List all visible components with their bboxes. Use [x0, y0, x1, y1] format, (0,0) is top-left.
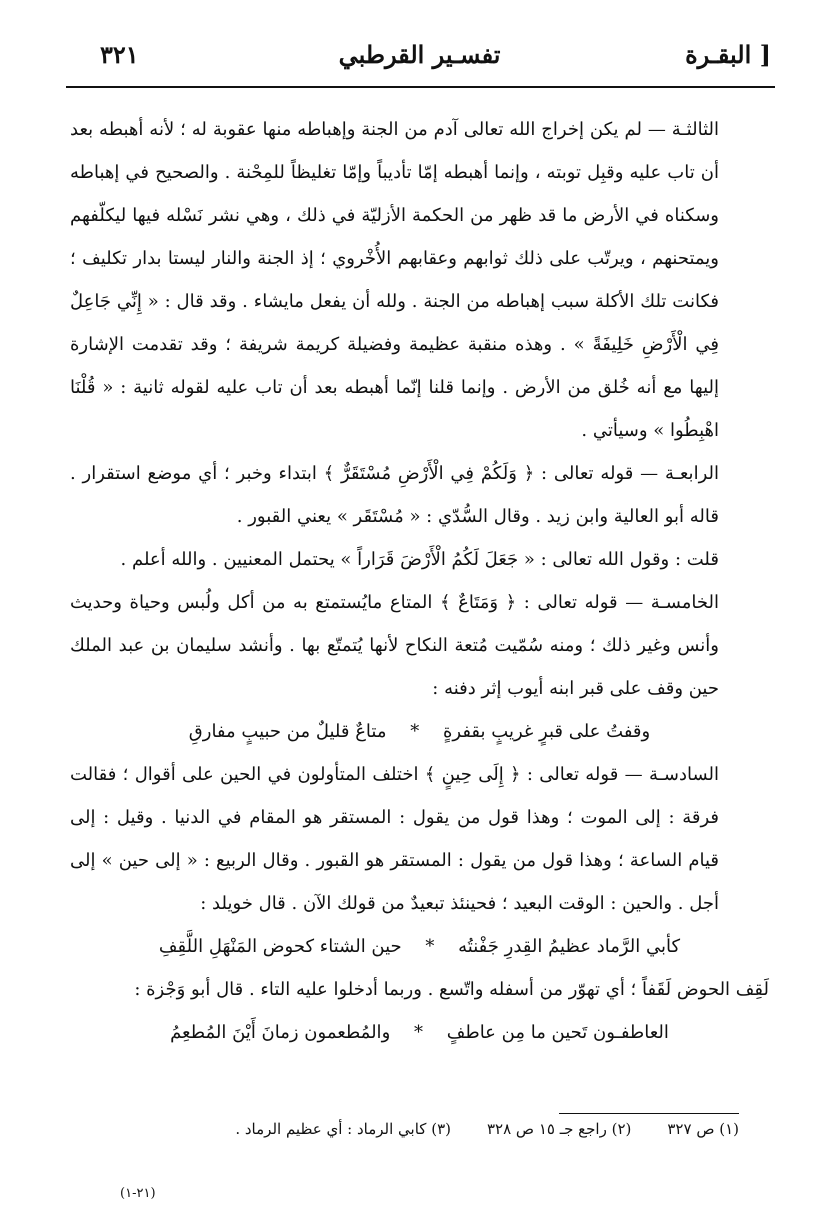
printer-signature: (٢١-١)	[120, 1186, 156, 1201]
footnote-3: (٣) كابي الرماد : أي عظيم الرماد .	[235, 1120, 451, 1138]
verse-separator: *	[425, 936, 435, 957]
paragraph-fifth: الخامسـة — قوله تعالى : ﴿ وَمَتَاعٌ ﴾ المتاع مايُستمتع به من أكل ولُبس وحياة وحديث وأنس وغير ذلك ؛ ومنه سُمّيت مُتعة النكاح لأنها يُتمتّع بها . وأنشد سليمان بن عبد الملك حين وقف على قبر ابنه أيوب إثر دفنه :	[70, 592, 719, 699]
verse-1-second-hemistich: متاعٌ قليلٌ من حبيبٍ مفارقِ	[188, 721, 387, 742]
paragraph-sixth: السادسـة — قوله تعالى : ﴿ إِلَى حِينٍ ﴾ اختلف المتأولون في الحين على أقوال ؛ فقالت فرقة : إلى الموت ؛ وهذا قول من يقول : المستقر هو المقام في الدنيا . وقيل : إلى قيام الساعة ؛ وهذا قول من يقول : المستقر هو القبور . وقال الربيع : « إلى حين » إلى أجل . والحين : الوقت البعيد ؛ فحينئذ تبعيدٌ من قولك الآن . قال خويلد :	[70, 764, 719, 914]
footnote-1: (١) ص ٣٢٧	[667, 1120, 739, 1138]
footnotes	[100, 1120, 739, 1138]
verse-separator: *	[414, 1022, 423, 1043]
paragraph-third: الثالثـة — لم يكن إخراج الله تعالى آدم من الجنة وإهباطه منها عقوبة له ؛ لأنه أهبطه بعد أن تاب عليه وقبِل توبته ، وإنما أهبطه إمّا تأديباً وإمّا تغليظاً للمِحْنة . والصحيح في إهباطه وسكناه في الأرض ما قد ظهر من الحكمة الأزليّة في ذلك ، وهي نشر نَسْله فيها ليكلّفهم ويمتحنهم ، ويرتّب على ذلك ثوابهم وعقابهم الأُخْروي ؛ إذ الجنة والنار ليستا بدار تكليف ؛ فكانت تلك الأكلة سبب إهباطه من الجنة . ولله أن يفعل مايشاء . وقد قال : « إِنِّي جَاعِلٌ فِي الْأَرْضِ خَلِيفَةً » . وهذه منقبة عظيمة وفضيلة كريمة شريفة ؛ وقد تقدمت الإشارة إليها مع أنه خُلق من الأرض . وإنما قلنا إنّما أهبطه بعد أن تاب عليه لقوله ثانية : « قُلْنَا اهْبِطُوا » وسيأتي .	[70, 119, 719, 441]
verse-1-first-hemistich: وقفتُ على قبرٍ غريبٍ بقفرةٍ	[442, 721, 651, 742]
verse-2-first-hemistich: كأبي الرَّماد عظيمُ القِدرِ جَفْنتُه	[458, 936, 681, 957]
verse-3-first-hemistich: العاطفـون تَحين ما مِن عاطفٍ	[446, 1022, 669, 1043]
verse-separator: *	[410, 721, 420, 742]
paragraph-fourth: الرابعـة — قوله تعالى : ﴿ وَلَكُمْ فِي الْأَرْضِ مُسْتَقَرٌّ ﴾ ابتداء وخبر ؛ أي موضع استقرار . قاله أبو العالية وابن زيد . وقال السُّدّي : « مُسْتَقَر » يعني القبور .	[70, 463, 719, 527]
running-title: تفسـير القرطبي	[338, 40, 501, 69]
header-rule	[66, 86, 775, 88]
main-text	[70, 108, 769, 1054]
footnote-2: (٢) راجع جـ ١٥ ص ٣٢٨	[486, 1120, 632, 1138]
surah-name: البقـرة ]	[685, 40, 771, 69]
verse-2-second-hemistich: حين الشتاء كحوض المَنْهَلِ اللَّقِفِ	[158, 936, 402, 957]
footnote-rule	[559, 1113, 739, 1114]
paragraph-lexical: لَقِف الحوض لَقَفاً ؛ أي تهوّر من أسفله واتّسع . وربما أدخلوا عليه التاء . قال أبو وَجْزة :	[134, 979, 769, 1000]
verse-line-1	[70, 710, 769, 753]
verse-line-3	[70, 1011, 769, 1054]
page-number: ٣٢١	[100, 40, 139, 69]
verse-line-2	[70, 925, 769, 968]
paragraph-note: قلت : وقول الله تعالى : « جَعَلَ لَكُمُ الْأَرْضَ قَرَاراً » يحتمل المعنيين . والله أعلم .	[120, 549, 719, 570]
verse-3-second-hemistich: والمُطعمون زمانَ أَيْنَ المُطعِمُ	[170, 1022, 391, 1043]
